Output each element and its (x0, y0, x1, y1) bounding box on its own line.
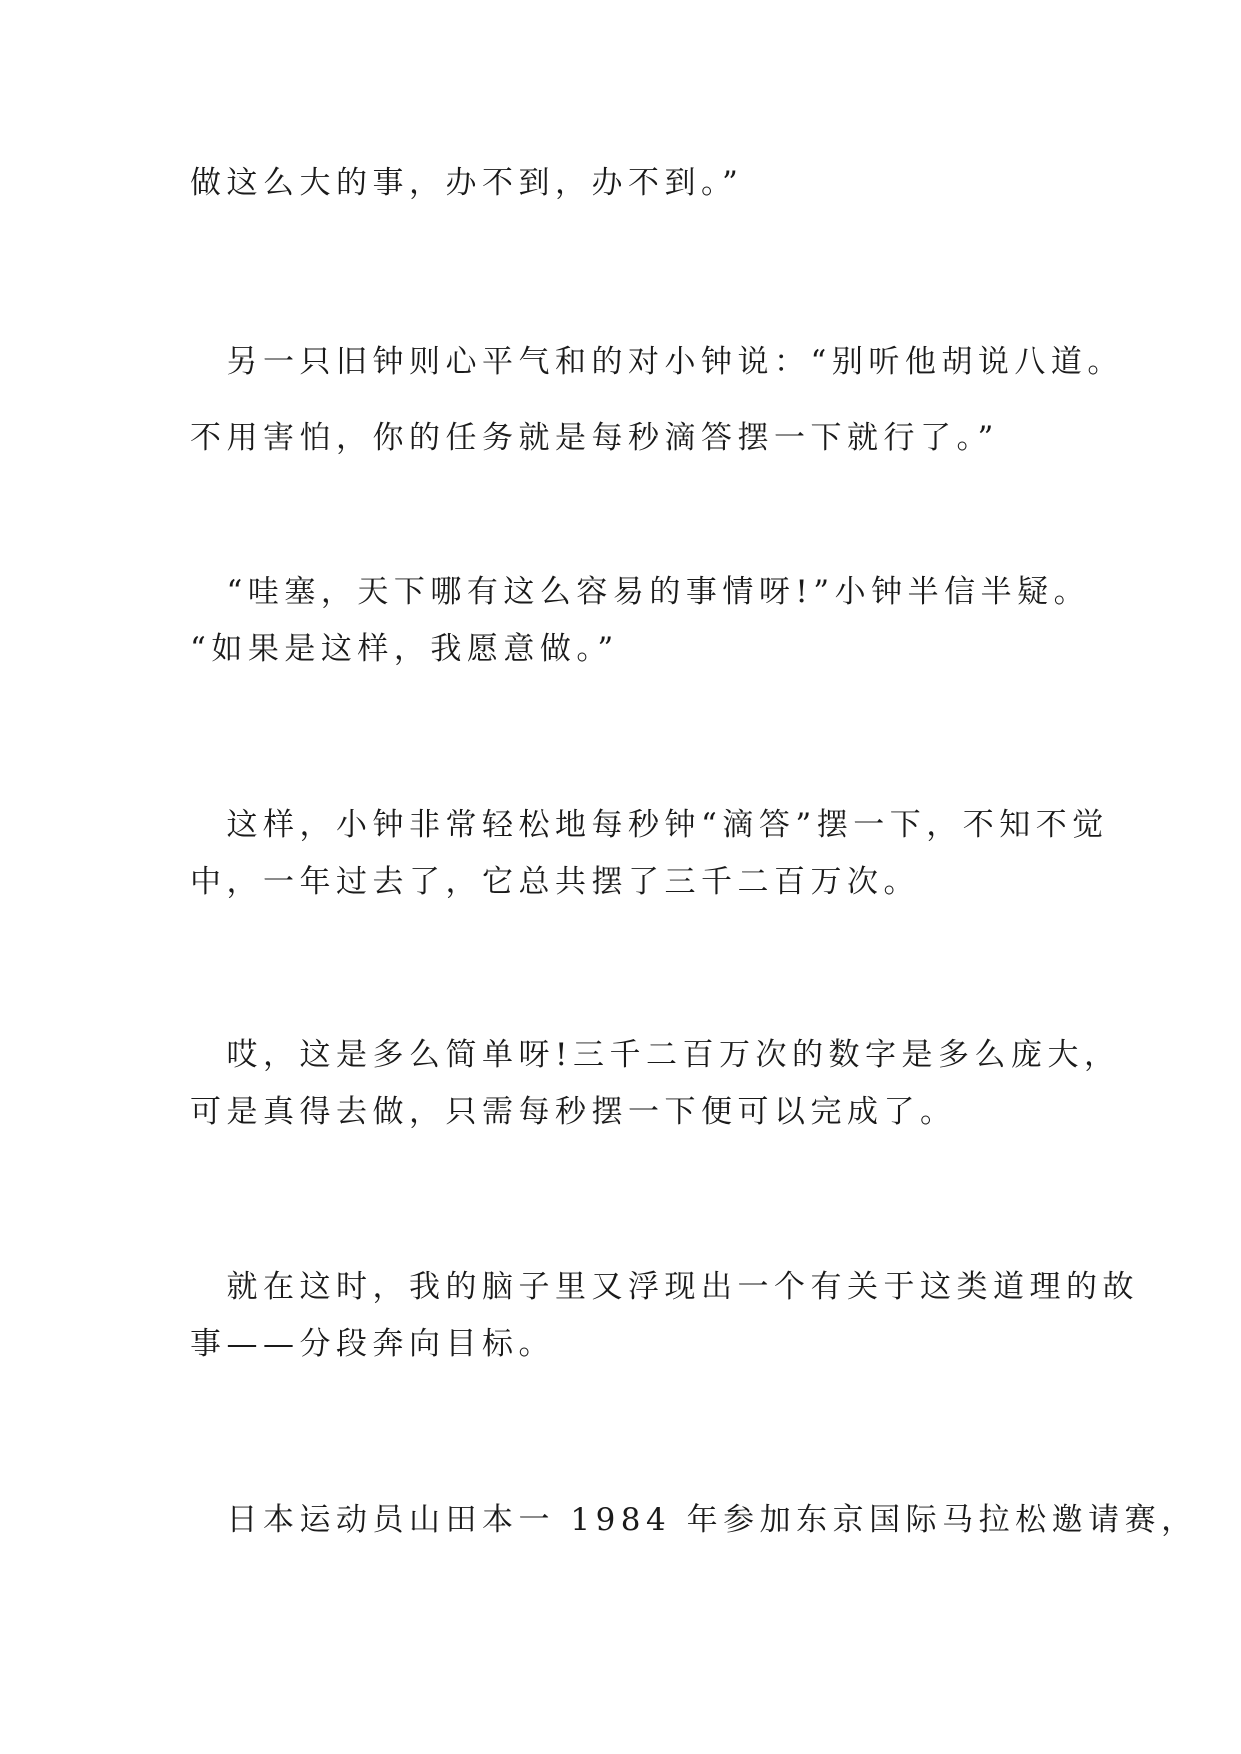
paragraph-line: 就在这时，我的脑子里又浮现出一个有关于这类道理的故 (190, 1269, 1139, 1305)
paragraph-line: “哇塞，天下哪有这么容易的事情呀!”小钟半信半疑。 (190, 574, 1091, 610)
paragraph-line: 可是真得去做，只需每秒摆一下便可以完成了。 (190, 1094, 957, 1130)
paragraph-line: 这样，小钟非常轻松地每秒钟“滴答”摆一下，不知不觉 (190, 807, 1109, 843)
paragraph-line: 另一只旧钟则心平气和的对小钟说：“别听他胡说八道。 (190, 344, 1124, 380)
paragraph-line: 事——分段奔向目标。 (190, 1326, 555, 1362)
paragraph-line: 中，一年过去了，它总共摆了三千二百万次。 (190, 864, 920, 900)
paragraph-line: 哎，这是多么简单呀!三千二百万次的数字是多么庞大， (190, 1037, 1121, 1073)
paragraph-line: “如果是这样，我愿意做。” (190, 631, 619, 667)
paragraph-line: 做这么大的事，办不到，办不到。” (190, 165, 744, 201)
paragraph-line: 日本运动员山田本一 1984 年参加东京国际马拉松邀请赛， (190, 1502, 1198, 1538)
paragraph-line: 不用害怕，你的任务就是每秒滴答摆一下就行了。” (190, 420, 999, 456)
